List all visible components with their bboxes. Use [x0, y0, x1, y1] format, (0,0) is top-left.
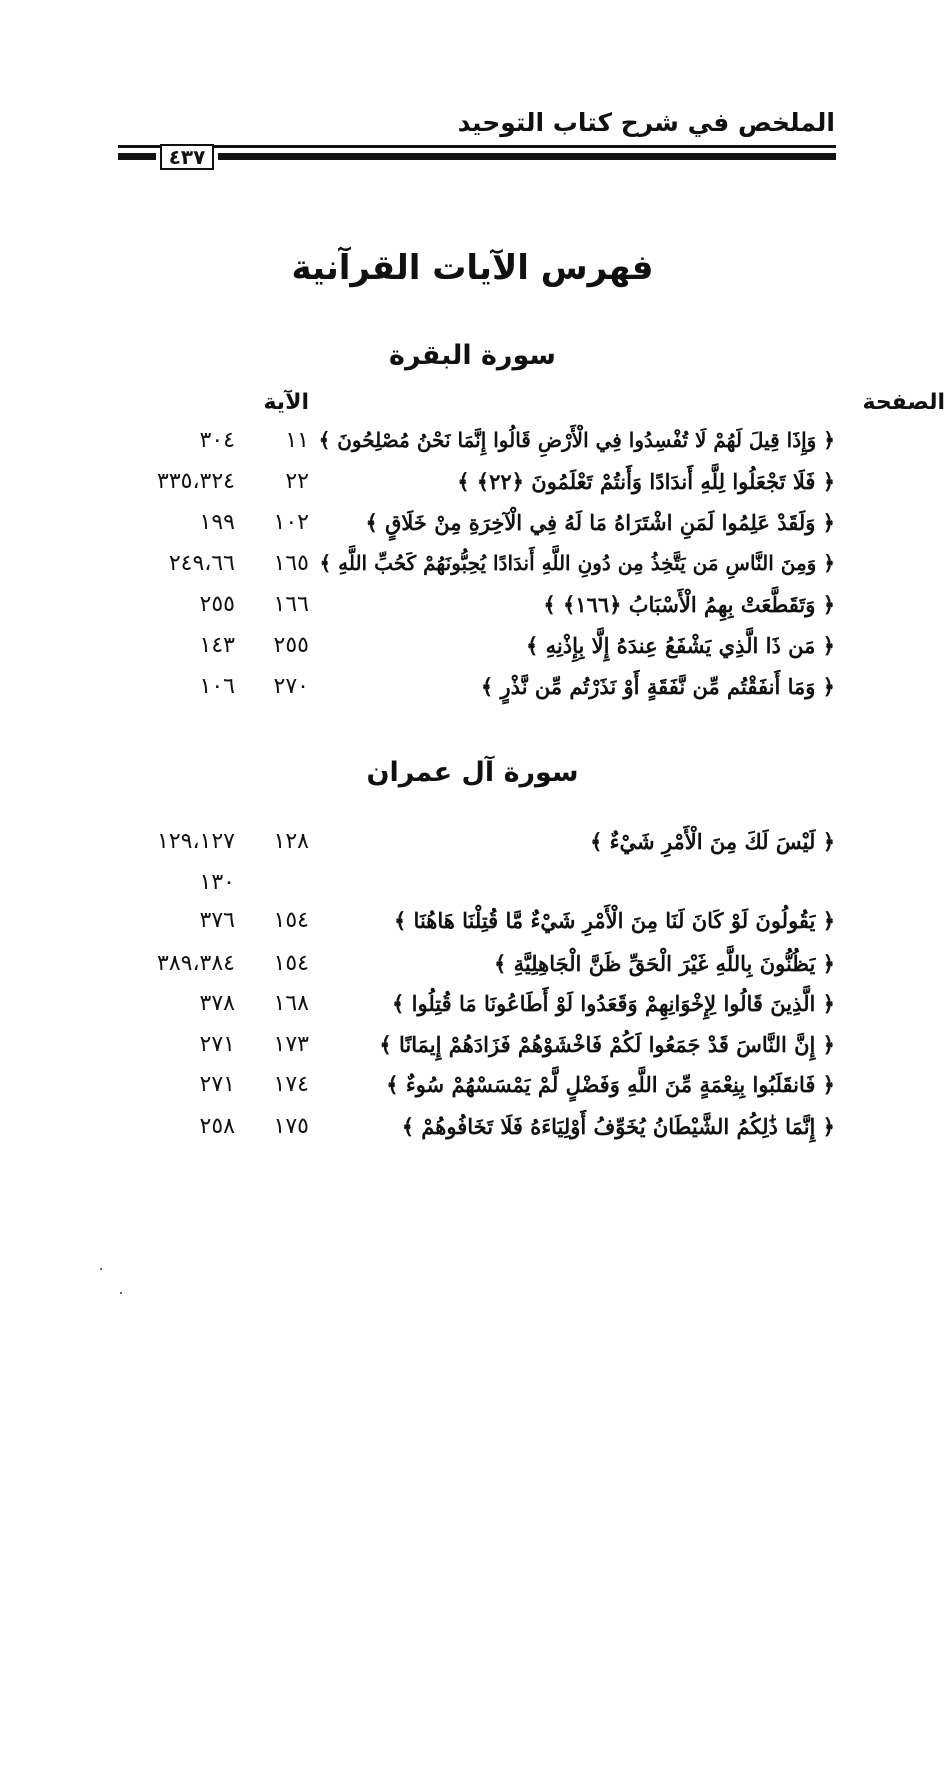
verse-number: ٢٢ [285, 469, 309, 494]
verse-text: ﴿ وَإِذَا قِيلَ لَهُمْ لَا تُفْسِدُوا فِي الْأَرْضِ قَالُوا إِنَّمَا نَحْنُ مُصْلِحُونَ ﴾ [318, 428, 835, 452]
page-refs: ١٩٩ [199, 510, 235, 535]
verse-number: ١٦٨ [273, 991, 309, 1016]
verse-number: ١٦٥ [273, 551, 309, 576]
verse-text: ﴿ فَلَا تَجْعَلُوا لِلَّهِ أَندَادًا وَأَنتُمْ تَعْلَمُونَ ﴿٢٢﴾ ﴾ [457, 469, 835, 494]
surah-title-al-imran: سورة آل عمران [366, 757, 579, 788]
page-number: ٤٣٧ [160, 144, 214, 170]
page-refs: ١٢٩،١٢٧ [157, 829, 235, 854]
page-refs: ١٤٣ [199, 633, 235, 658]
verse-text: ﴿ لَيْسَ لَكَ مِنَ الْأَمْرِ شَيْءٌ ﴾ [590, 829, 835, 854]
verse-number: ١٧٣ [273, 1032, 309, 1057]
page-refs: ٣٨٩،٣٨٤ [157, 951, 235, 976]
column-header-page: الصفحة [862, 390, 945, 415]
verse-text: ﴿ يَقُولُونَ لَوْ كَانَ لَنَا مِنَ الْأَمْرِ شَيْءٌ مَّا قُتِلْنَا هَاهُنَا ﴾ [393, 908, 835, 933]
header-rule-thick [218, 153, 836, 160]
page-refs: ٢٧١ [199, 1032, 235, 1057]
verse-text: ﴿ فَانقَلَبُوا بِنِعْمَةٍ مِّنَ اللَّهِ وَفَضْلٍ لَّمْ يَمْسَسْهُمْ سُوءٌ ﴾ [386, 1072, 835, 1097]
index-row [0, 674, 945, 714]
page-refs: ٣٧٦ [199, 908, 235, 933]
index-row [0, 428, 945, 468]
verse-number: ١٧٤ [273, 1072, 309, 1097]
index-row [0, 829, 945, 869]
index-row [0, 469, 945, 509]
verse-number: ١٥٤ [273, 908, 309, 933]
verse-number: ١٥٤ [273, 951, 309, 976]
index-row [0, 592, 945, 632]
page-refs: ٢٥٥ [199, 592, 235, 617]
column-header-verse: الآية [263, 390, 309, 415]
verse-text: ﴿ يَظُنُّونَ بِاللَّهِ غَيْرَ الْحَقِّ ظَنَّ الْجَاهِلِيَّةِ ﴾ [493, 951, 835, 976]
verse-text: ﴿ الَّذِينَ قَالُوا لِإِخْوَانِهِمْ وَقَعَدُوا لَوْ أَطَاعُونَا مَا قُتِلُوا ﴾ [392, 991, 835, 1016]
verse-text: ﴿ وَمِنَ النَّاسِ مَن يَتَّخِذُ مِن دُونِ اللَّهِ أَندَادًا يُحِبُّونَهُمْ كَحُبِّ اللَّهِ ﴾ [319, 551, 835, 575]
verse-text: ﴿ مَن ذَا الَّذِي يَشْفَعُ عِندَهُ إِلَّا بِإِذْنِهِ ﴾ [526, 633, 835, 658]
index-row [0, 1114, 945, 1154]
header-rule-thin [118, 145, 836, 148]
index-row [0, 1072, 945, 1112]
page-refs: ٢٤٩،٦٦ [168, 551, 235, 576]
surah-title-baqarah: سورة البقرة [389, 340, 556, 371]
index-row [0, 908, 945, 948]
verse-number: ١٧٥ [273, 1114, 309, 1139]
verse-text: ﴿ وَمَا أَنفَقْتُم مِّن نَّفَقَةٍ أَوْ نَذَرْتُم مِّن نَّذْرٍ ﴾ [480, 674, 835, 699]
index-row [0, 951, 945, 991]
index-row [0, 870, 945, 910]
verse-number: ١١ [285, 428, 309, 453]
header-rule-thick-left [118, 153, 156, 160]
index-row [0, 510, 945, 550]
page-refs: ٢٥٨ [199, 1114, 235, 1139]
verse-text: ﴿ إِنَّمَا ذَٰلِكُمُ الشَّيْطَانُ يُخَوِّفُ أَوْلِيَاءَهُ فَلَا تَخَافُوهُمْ ﴾ [401, 1114, 835, 1139]
index-title: فهرس الآيات القرآنية [291, 248, 654, 288]
page-refs: ١٣٠ [199, 870, 235, 895]
page-refs: ١٠٦ [199, 674, 235, 699]
verse-number: ١٢٨ [273, 829, 309, 854]
verse-number: ١٠٢ [273, 510, 309, 535]
index-row [0, 991, 945, 1031]
page-refs: ٣٣٥،٣٢٤ [157, 469, 235, 494]
index-row [0, 633, 945, 673]
verse-text: ﴿ وَتَقَطَّعَتْ بِهِمُ الْأَسْبَابُ ﴿١٦٦﴾ ﴾ [543, 592, 835, 617]
verse-number: ٢٧٠ [273, 674, 309, 699]
verse-text: ﴿ إِنَّ النَّاسَ قَدْ جَمَعُوا لَكُمْ فَاخْشَوْهُمْ فَزَادَهُمْ إِيمَانًا ﴾ [379, 1032, 835, 1057]
verse-number: ١٦٦ [273, 592, 309, 617]
scan-speck [120, 1292, 122, 1294]
page-refs: ٢٧١ [199, 1072, 235, 1097]
index-row [0, 1032, 945, 1072]
page-refs: ٣٠٤ [199, 428, 235, 453]
verse-text: ﴿ وَلَقَدْ عَلِمُوا لَمَنِ اشْتَرَاهُ مَا لَهُ فِي الْآخِرَةِ مِنْ خَلَاقٍ ﴾ [365, 510, 835, 535]
scan-speck [100, 1268, 102, 1270]
page-refs: ٣٧٨ [199, 991, 235, 1016]
running-title: الملخص في شرح كتاب التوحيد [457, 108, 835, 137]
verse-number: ٢٥٥ [273, 633, 309, 658]
index-row [0, 551, 945, 591]
